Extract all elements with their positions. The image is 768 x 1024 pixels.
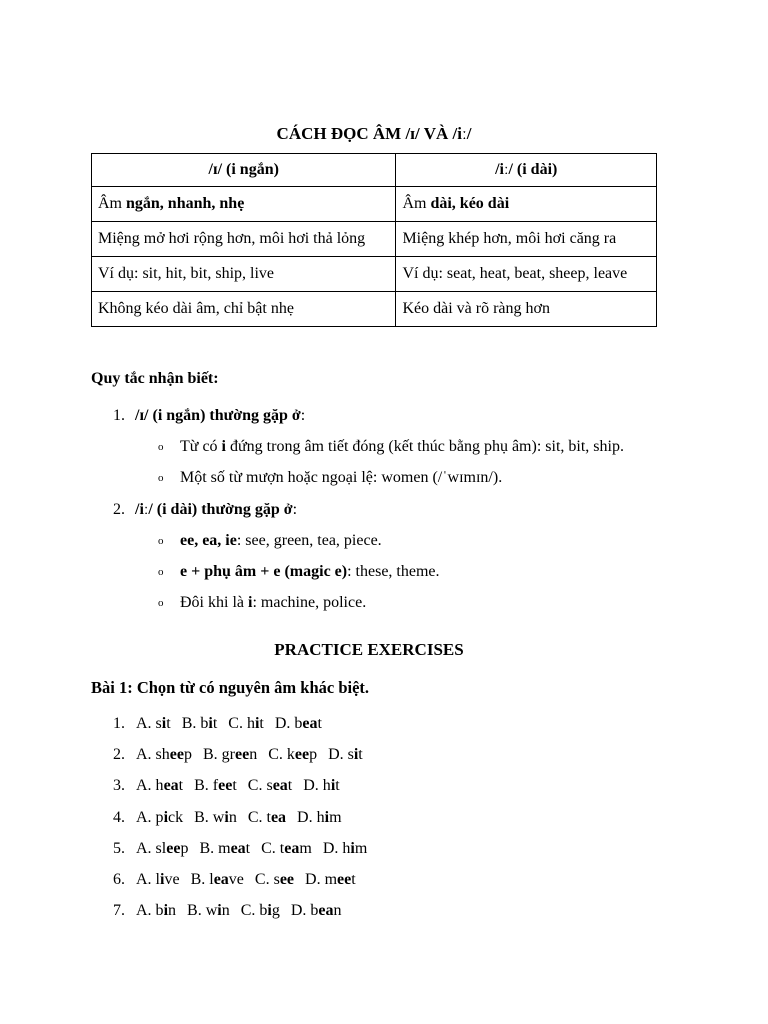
document-title: CÁCH ĐỌC ÂM /ɪ/ VÀ /iː/: [276, 124, 472, 143]
option-vowel: i: [224, 808, 229, 826]
option-text: C. s: [247, 777, 273, 795]
exercise-option: [291, 902, 342, 919]
rule-title: /iː/ (i dài) thường gặp ở: [135, 501, 293, 518]
exercise-option: [187, 902, 230, 919]
exercise-number: 5.: [113, 839, 125, 857]
option-text: n: [333, 902, 342, 920]
option-vowel: i: [163, 808, 169, 826]
table-row: [92, 292, 657, 327]
exercise-option: [136, 902, 176, 919]
option-text: C. t: [261, 839, 285, 857]
option-text: p: [183, 746, 192, 764]
cell-text: Kéo dài và rõ ràng hơn: [402, 300, 550, 317]
rule-sub-bold-text: e + phụ âm + e (magic e): [180, 563, 348, 580]
table-row: [92, 187, 657, 222]
exercise-option: [323, 840, 367, 857]
exercise-option: [136, 746, 192, 763]
header-short-i: /ɪ/ (i ngắn): [92, 154, 396, 187]
bullet-icon: o: [158, 441, 164, 453]
exercise-option: [136, 809, 183, 826]
bullet-icon: o: [158, 566, 164, 578]
rule-sub-text: : machine, police.: [252, 594, 367, 611]
rule-sub-text: Đôi khi là: [180, 594, 248, 611]
option-text: B. w: [194, 808, 225, 826]
exercise-option: [305, 871, 356, 888]
rule-title-colon: :: [300, 407, 306, 424]
cell-text: Không kéo dài âm, chỉ bật nhẹ: [98, 300, 294, 317]
option-text: n: [221, 902, 230, 920]
option-text: D. s: [328, 746, 354, 764]
exercise-number: 6.: [113, 871, 125, 888]
option-text: D. h: [297, 808, 325, 826]
exercise-option: [182, 715, 218, 732]
cell-long-i: [396, 292, 657, 327]
option-text: B. b: [181, 715, 209, 732]
rule-sub-item: [158, 531, 382, 551]
exercise-1-heading: Bài 1: Chọn từ có nguyên âm khác biệt.: [91, 678, 370, 697]
option-text: D. h: [303, 777, 331, 795]
exercise-option: [203, 746, 257, 763]
exercise-option: [303, 777, 339, 794]
exercise-item: [113, 745, 374, 765]
option-text: t: [351, 871, 356, 888]
exercise-option: [228, 715, 264, 732]
option-vowel: i: [217, 902, 222, 920]
rules-heading: Quy tắc nhận biết:: [91, 370, 219, 387]
option-vowel: ee: [234, 746, 250, 764]
exercise-option: [136, 840, 188, 857]
cell-text: Âm: [402, 195, 431, 212]
rule-sub-item: [158, 593, 366, 613]
exercise-option: [191, 871, 244, 888]
rule-item: [113, 406, 305, 426]
exercise-number: 3.: [113, 777, 125, 795]
exercise-item: [113, 839, 378, 859]
option-text: t: [335, 777, 340, 795]
exercise-item: [113, 714, 333, 734]
exercise-option: [297, 809, 341, 826]
option-text: m: [299, 839, 312, 857]
rule-number: 2.: [113, 501, 125, 518]
rule-title: /ɪ/ (i ngắn) thường gặp ở: [135, 407, 301, 424]
exercise-item: [113, 808, 353, 828]
exercise-option: [255, 871, 294, 888]
rule-sub-text: : these, theme.: [347, 563, 440, 580]
option-text: B. w: [187, 902, 218, 920]
option-vowel: ee: [294, 746, 310, 764]
exercise-option: [248, 809, 286, 826]
option-text: A. sh: [136, 746, 170, 764]
cell-text: Ví dụ: seat, heat, beat, sheep, leave: [402, 265, 628, 282]
bullet-icon: o: [158, 535, 164, 547]
header-long-i: /iː/ (i dài): [396, 154, 657, 187]
option-vowel: i: [208, 715, 213, 732]
option-text: C. k: [268, 746, 295, 764]
rule-number: 1.: [113, 407, 125, 424]
option-text: t: [232, 777, 237, 795]
option-text: t: [259, 715, 264, 732]
option-text: A. l: [136, 871, 160, 888]
rule-title-colon: :: [292, 501, 298, 518]
option-text: C. h: [228, 715, 255, 732]
option-text: D. b: [290, 902, 319, 920]
cell-bold-text: dài, kéo dài: [430, 195, 510, 212]
option-vowel: i: [330, 777, 336, 795]
rule-sub-text: Từ có: [180, 438, 222, 455]
option-vowel: ee: [166, 839, 181, 857]
cell-text: Âm: [98, 195, 126, 212]
exercise-option: [328, 746, 363, 763]
option-text: ve: [228, 871, 244, 888]
option-vowel: ea: [163, 777, 179, 795]
option-vowel: i: [267, 902, 272, 920]
option-text: A. b: [136, 902, 164, 920]
option-vowel: i: [161, 715, 167, 732]
rule-sub-bold-text: ee, ea, ie: [180, 532, 237, 549]
exercise-number: 1.: [113, 715, 125, 732]
option-vowel: i: [254, 715, 260, 732]
option-text: t: [317, 715, 322, 732]
cell-text: Miệng mở hơi rộng hơn, môi hơi thả lỏng: [98, 230, 366, 247]
exercise-item: [113, 901, 353, 921]
table-row: [92, 257, 657, 292]
exercise-option: [268, 746, 317, 763]
option-vowel: ea: [213, 871, 229, 888]
option-text: n: [249, 746, 258, 764]
exercise-option: [248, 777, 292, 794]
option-text: A. sl: [136, 839, 167, 857]
rule-sub-text: đứng trong âm tiết đóng (kết thúc bằng phụ âm): sit, bit, ship.: [226, 438, 624, 455]
option-text: ck: [168, 808, 184, 826]
option-vowel: i: [350, 839, 355, 857]
option-vowel: ea: [230, 839, 246, 857]
option-text: C. b: [240, 902, 268, 920]
rule-sub-text: Một số từ mượn hoặc ngoại lệ: women (/ˈwɪmɪn/).: [180, 469, 503, 486]
option-text: B. m: [199, 839, 231, 857]
option-text: t: [166, 715, 171, 732]
option-text: ve: [164, 871, 180, 888]
option-text: D. b: [274, 715, 303, 732]
option-vowel: ea: [318, 902, 334, 920]
cell-short-i: [92, 187, 396, 222]
rule-sub-bold-text: i: [248, 594, 253, 611]
option-vowel: i: [353, 746, 359, 764]
cell-short-i: [92, 222, 396, 257]
cell-short-i: [92, 292, 396, 327]
bullet-icon: o: [158, 472, 164, 484]
rule-item: [113, 500, 297, 520]
rule-sub-item: [158, 468, 502, 488]
table-header-row: [92, 154, 657, 187]
option-text: p: [309, 746, 318, 764]
exercise-option: [194, 777, 237, 794]
option-text: n: [168, 902, 177, 920]
option-vowel: i: [160, 871, 165, 888]
exercise-option: [199, 840, 250, 857]
option-text: t: [212, 715, 218, 732]
option-text: t: [245, 839, 251, 857]
exercise-item: [113, 776, 351, 796]
option-vowel: ee: [169, 746, 184, 764]
rule-sub-bold-text: i: [221, 438, 226, 455]
exercise-item: [113, 870, 367, 890]
option-text: t: [287, 777, 293, 795]
option-text: A. h: [136, 777, 164, 795]
exercise-option: [261, 840, 312, 857]
cell-bold-text: ngắn, nhanh, nhẹ: [126, 195, 245, 212]
option-text: B. gr: [202, 746, 235, 764]
option-vowel: ea: [284, 839, 300, 857]
option-vowel: ea: [272, 777, 288, 795]
exercise-option: [241, 902, 280, 919]
exercise-option: [136, 871, 180, 888]
cell-long-i: [396, 187, 657, 222]
option-text: n: [228, 808, 237, 826]
option-vowel: ee: [337, 871, 352, 888]
comparison-table: [91, 153, 657, 327]
rule-sub-item: [158, 562, 440, 582]
exercise-number: 7.: [113, 902, 125, 920]
exercise-number: 4.: [113, 808, 125, 826]
cell-long-i: [396, 257, 657, 292]
cell-long-i: [396, 222, 657, 257]
exercise-number: 2.: [113, 746, 125, 764]
exercise-option: [275, 715, 322, 732]
cell-text: Miệng khép hơn, môi hơi căng ra: [402, 230, 617, 247]
option-vowel: ee: [279, 871, 295, 888]
option-text: m: [354, 839, 368, 857]
exercise-option: [194, 809, 237, 826]
option-vowel: i: [163, 902, 169, 920]
option-text: A. s: [136, 715, 162, 732]
option-text: B. f: [194, 777, 219, 795]
cell-text: Ví dụ: sit, hit, bit, ship, live: [98, 265, 275, 282]
option-text: D. h: [322, 839, 351, 857]
cell-short-i: [92, 257, 396, 292]
option-text: m: [329, 808, 342, 826]
option-text: D. m: [305, 871, 338, 888]
table-row: [92, 222, 657, 257]
rule-sub-item: [158, 437, 624, 457]
practice-title: PRACTICE EXERCISES: [274, 640, 464, 659]
option-text: C. t: [247, 808, 271, 826]
option-text: t: [358, 746, 363, 764]
exercise-option: [136, 777, 183, 794]
rule-sub-text: : see, green, tea, piece.: [236, 532, 382, 549]
option-text: B. l: [190, 871, 214, 888]
exercise-option: [136, 715, 171, 732]
option-vowel: ea: [270, 808, 287, 826]
option-text: p: [180, 839, 189, 857]
option-text: g: [271, 902, 280, 920]
option-vowel: ee: [218, 777, 233, 795]
option-text: C. s: [254, 871, 280, 888]
option-text: A. p: [136, 808, 164, 826]
option-text: t: [178, 777, 184, 795]
option-vowel: ea: [302, 715, 318, 732]
bullet-icon: o: [158, 597, 164, 609]
option-vowel: i: [324, 808, 330, 826]
